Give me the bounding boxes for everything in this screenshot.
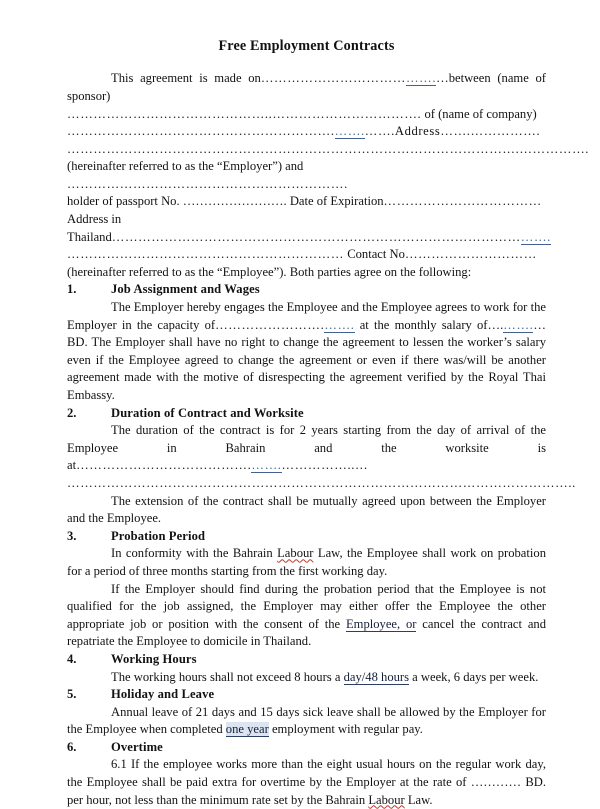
dot-leader: ……………..… (281, 458, 369, 473)
section-paragraph (67, 422, 546, 475)
section-heading (67, 651, 546, 669)
preamble-line-9: (hereinafter referred to as the “Employee”). Both parties agree on the following: (67, 264, 472, 279)
blue-underlined-text: Employee, or (345, 616, 417, 631)
section-number: 4. (67, 651, 77, 666)
section-paragraph (67, 545, 546, 580)
dot-leader: …………………………… (260, 71, 406, 86)
paragraph-text: at the monthly salary of…. (354, 317, 504, 332)
section-heading (67, 405, 546, 423)
paragraph-text: a week, 6 days per week. (409, 669, 539, 684)
section-heading-label: Working Hours (111, 651, 197, 666)
paragraph-text: employment with regular pay. (268, 722, 423, 737)
section-heading (67, 528, 546, 546)
paragraph-text: The extension of the contract shall be mutually agreed upon between the Employer and the Employee. (67, 493, 546, 526)
preamble-text: …between (name of sponsor) (67, 71, 546, 103)
section-heading-label: Duration of Contract and Worksite (111, 405, 304, 420)
spellcheck-word: Labour (277, 546, 314, 561)
section-number: 5. (67, 687, 77, 702)
section-paragraph (67, 581, 546, 651)
dot-leader: …………………………………………………………………………………………………….. (67, 475, 576, 490)
preamble-text: of (name of company) (421, 106, 537, 121)
dot-leader: ………………………………………..……………………………. (67, 106, 422, 121)
dot-leader: ………………………………………………………………………………………….……………. (67, 141, 590, 156)
passport-clause: holder of passport No. ……………………. Date of Expiration (67, 194, 384, 209)
contact-no-label: Contact No (344, 247, 405, 262)
dot-leader: …………………………………. (76, 458, 252, 473)
paragraph-text: …BD. The Employer shall have no right to change the agreement to lessen the worker’s salary even if the Employee agreed to change the agreement or even if there was/will be another agreement made with the motive of disrespecting the agreement verified by the Royal Thai Embassy. (67, 317, 546, 403)
preamble-text: This agreement is made on (111, 71, 261, 86)
section-heading (67, 686, 546, 704)
section-paragraph (67, 493, 546, 528)
section-paragraph (67, 756, 546, 809)
spellcheck-word: Labour (368, 792, 405, 807)
paragraph-text: The duration of the contract is for 2 years starting from the day of arrival of the Employee in Bahrain and the worksite is at (67, 423, 546, 473)
blue-dot-leader: ……. (503, 317, 534, 332)
dot-leader: ………………………………………………………………………………… (111, 229, 521, 244)
dot-leader: ……………………………… (383, 194, 542, 209)
paragraph-text: The Employer hereby engages the Employee and the Employee agrees to work for the Employer in the capacity of (67, 300, 546, 332)
paragraph-text: Annual leave of 21 days and 15 days sick leave shall be allowed by the Employer for the Employee when completed (67, 704, 546, 737)
blue-dot-leader: ……. (251, 458, 282, 473)
paragraph-text: Law, the Employee shall work on probation for a period of three months starting from the first working day. (67, 546, 546, 578)
paragraph-text: The working hours shall not exceed 8 hours a (111, 669, 344, 684)
highlighted-text: one year (225, 722, 269, 737)
paragraph-text: 6.1 If the employee works more than the eight usual hours on the regular work day, the Employee shall be paid extra for overtime by the Employer at the rate of ………… BD. per hour, not less than the minimum rate set by the Bahrain (67, 757, 546, 807)
blue-dot-leader: ……. (520, 229, 551, 244)
employer-clause: (hereinafter referred to as the “Employer”) and (67, 159, 307, 174)
section-paragraph (67, 299, 546, 405)
section-number: 1. (67, 282, 77, 297)
section-heading-label: Overtime (111, 739, 163, 754)
blue-dot-leader: ……. (334, 124, 365, 139)
preamble-line-4 (67, 141, 590, 159)
dot-leader: ………………………………………………………. (67, 176, 348, 191)
preamble-line-7 (67, 211, 551, 246)
paragraph-text: In conformity with the Bahrain (111, 546, 278, 561)
dot-leader: ……………………. (215, 317, 325, 332)
section-heading-label: Holiday and Leave (111, 687, 215, 702)
section-number: 6. (67, 739, 77, 754)
blue-dot-leader: ……. (405, 71, 437, 86)
paragraph-text: cancel the contract and repatriate the Employee to domicile in Thailand. (67, 616, 546, 649)
preamble-line-8 (67, 246, 546, 264)
preamble-line-1 (67, 70, 546, 105)
paragraph-text: If the Employer should find during the probation period that the Employee is not qualified for the job assigned, the Employer may either offer the Employee the other appropriate job or position with the consent of the (67, 581, 546, 631)
section-heading (67, 281, 546, 299)
section-heading-label: Job Assignment and Wages (111, 282, 260, 297)
section-number: 3. (67, 528, 77, 543)
preamble-line-3 (67, 123, 546, 141)
preamble-line-5 (67, 158, 546, 193)
blue-dot-leader: ……. (324, 317, 355, 332)
sections-container (67, 281, 576, 809)
dot-leader: ……………………………………………………. (67, 124, 335, 139)
blue-underlined-text: day/48 hours (343, 669, 410, 684)
dot-leader-line (67, 475, 576, 493)
document-body (67, 0, 590, 809)
address-label: …….Address…….……………. (364, 124, 541, 139)
page-title: Free Employment Contracts (218, 38, 395, 54)
section-heading (67, 739, 546, 757)
dot-leader: ……………………………………………………… (67, 247, 345, 262)
section-paragraph (67, 704, 546, 739)
section-heading-label: Probation Period (111, 528, 206, 543)
preamble-line-2 (67, 106, 546, 124)
dot-leader: ………………………… (404, 247, 537, 262)
preamble-line-6 (67, 193, 546, 211)
address-thailand-label: Address in Thailand (67, 212, 125, 244)
section-number: 2. (67, 405, 77, 420)
section-paragraph (67, 669, 546, 687)
paragraph-text: Law. (404, 792, 433, 807)
preamble-block (67, 70, 590, 281)
